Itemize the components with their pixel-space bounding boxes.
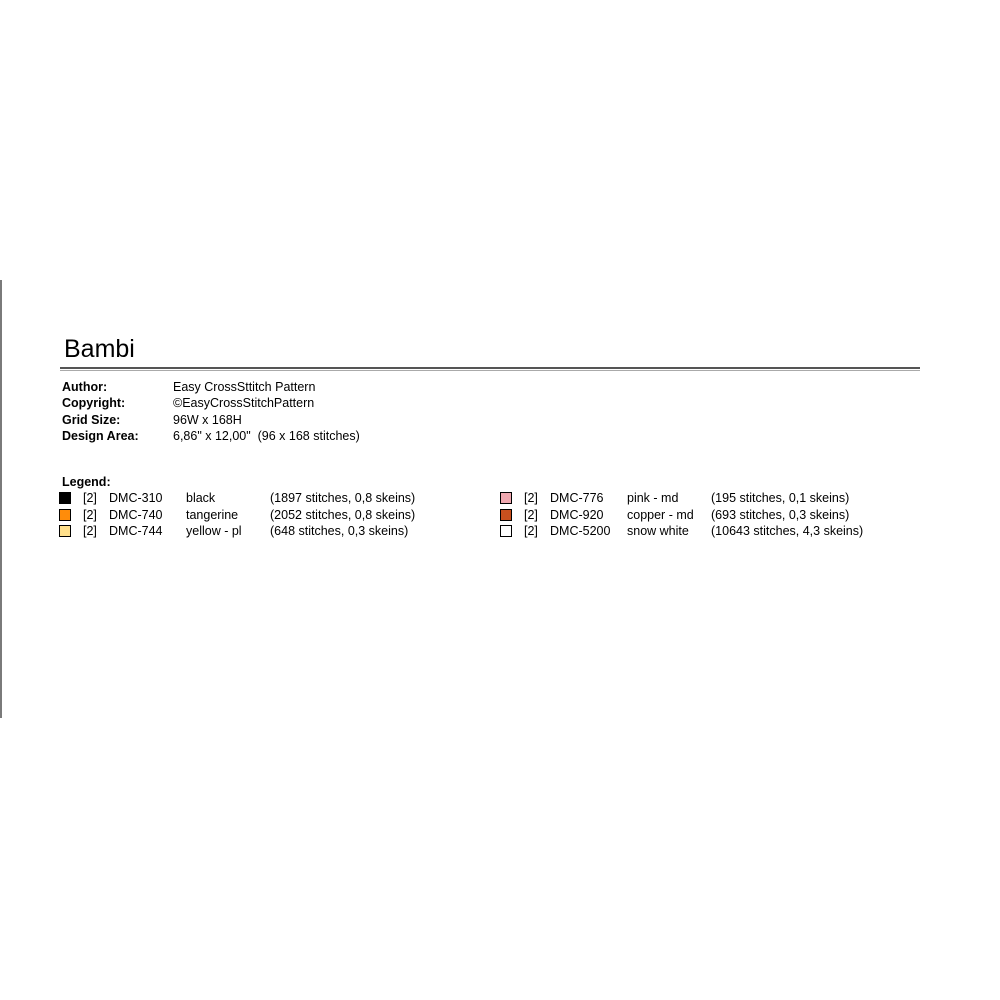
color-swatch (500, 509, 512, 521)
legend-title: Legend: (62, 475, 111, 489)
color-swatch (59, 525, 71, 537)
legend-strands: [2] (524, 491, 538, 505)
legend-color-name: copper - md (627, 507, 694, 522)
legend-strands: [2] (83, 507, 97, 522)
author-value: Easy CrossSttitch Pattern (173, 380, 316, 394)
pattern-info (62, 379, 360, 444)
title-divider-shadow (60, 370, 920, 371)
author-row (62, 379, 360, 395)
legend-strands: [2] (524, 507, 538, 522)
legend-color-name: black (186, 491, 216, 505)
legend-item (59, 523, 415, 540)
legend-item (59, 507, 415, 524)
left-edge-line (0, 280, 2, 718)
legend-color-name: snow white (627, 524, 689, 538)
legend-column-left (59, 490, 415, 540)
design-area-value: 6,86" x 12,00" (96 x 168 stitches) (173, 428, 360, 443)
legend-code: DMC-744 (109, 524, 163, 538)
legend-color-name: tangerine (186, 507, 239, 522)
legend-stitch-count: (2052 stitches, 0,8 skeins) (270, 507, 416, 522)
legend-code: DMC-5200 (550, 524, 611, 538)
legend-strands: [2] (83, 524, 97, 538)
legend-color-name: yellow - pl (186, 524, 242, 538)
legend-code: DMC-740 (109, 507, 163, 522)
legend-color-name: pink - md (627, 491, 679, 505)
color-swatch (59, 509, 71, 521)
legend-strands: [2] (524, 524, 538, 538)
legend-column-right (500, 490, 863, 540)
legend-item (500, 523, 863, 540)
legend-code: DMC-920 (550, 507, 604, 522)
legend-item (500, 507, 863, 524)
legend-code: DMC-776 (550, 491, 604, 505)
copyright-row (62, 395, 360, 411)
color-swatch (500, 525, 512, 537)
copyright-value: ©EasyCrossStitchPattern (173, 396, 315, 411)
color-swatch (500, 492, 512, 504)
title-divider (60, 367, 920, 369)
legend-stitch-count: (1897 stitches, 0,8 skeins) (270, 491, 416, 505)
grid-size-label: Grid Size: (62, 412, 121, 427)
design-area-label: Design Area: (62, 428, 139, 443)
grid-size-value: 96W x 168H (173, 412, 242, 427)
grid-size-row (62, 412, 360, 428)
pattern-title: Bambi (64, 335, 135, 363)
legend-code: DMC-310 (109, 491, 163, 505)
legend-strands: [2] (83, 491, 97, 505)
legend-item (500, 490, 863, 507)
design-area-row (62, 428, 360, 444)
legend-stitch-count: (10643 stitches, 4,3 skeins) (711, 524, 864, 538)
author-label: Author: (62, 380, 108, 394)
legend-stitch-count: (195 stitches, 0,1 skeins) (711, 491, 850, 505)
copyright-label: Copyright: (62, 396, 126, 411)
legend-stitch-count: (693 stitches, 0,3 skeins) (711, 507, 850, 522)
color-swatch (59, 492, 71, 504)
legend-item (59, 490, 415, 507)
legend-stitch-count: (648 stitches, 0,3 skeins) (270, 524, 409, 538)
